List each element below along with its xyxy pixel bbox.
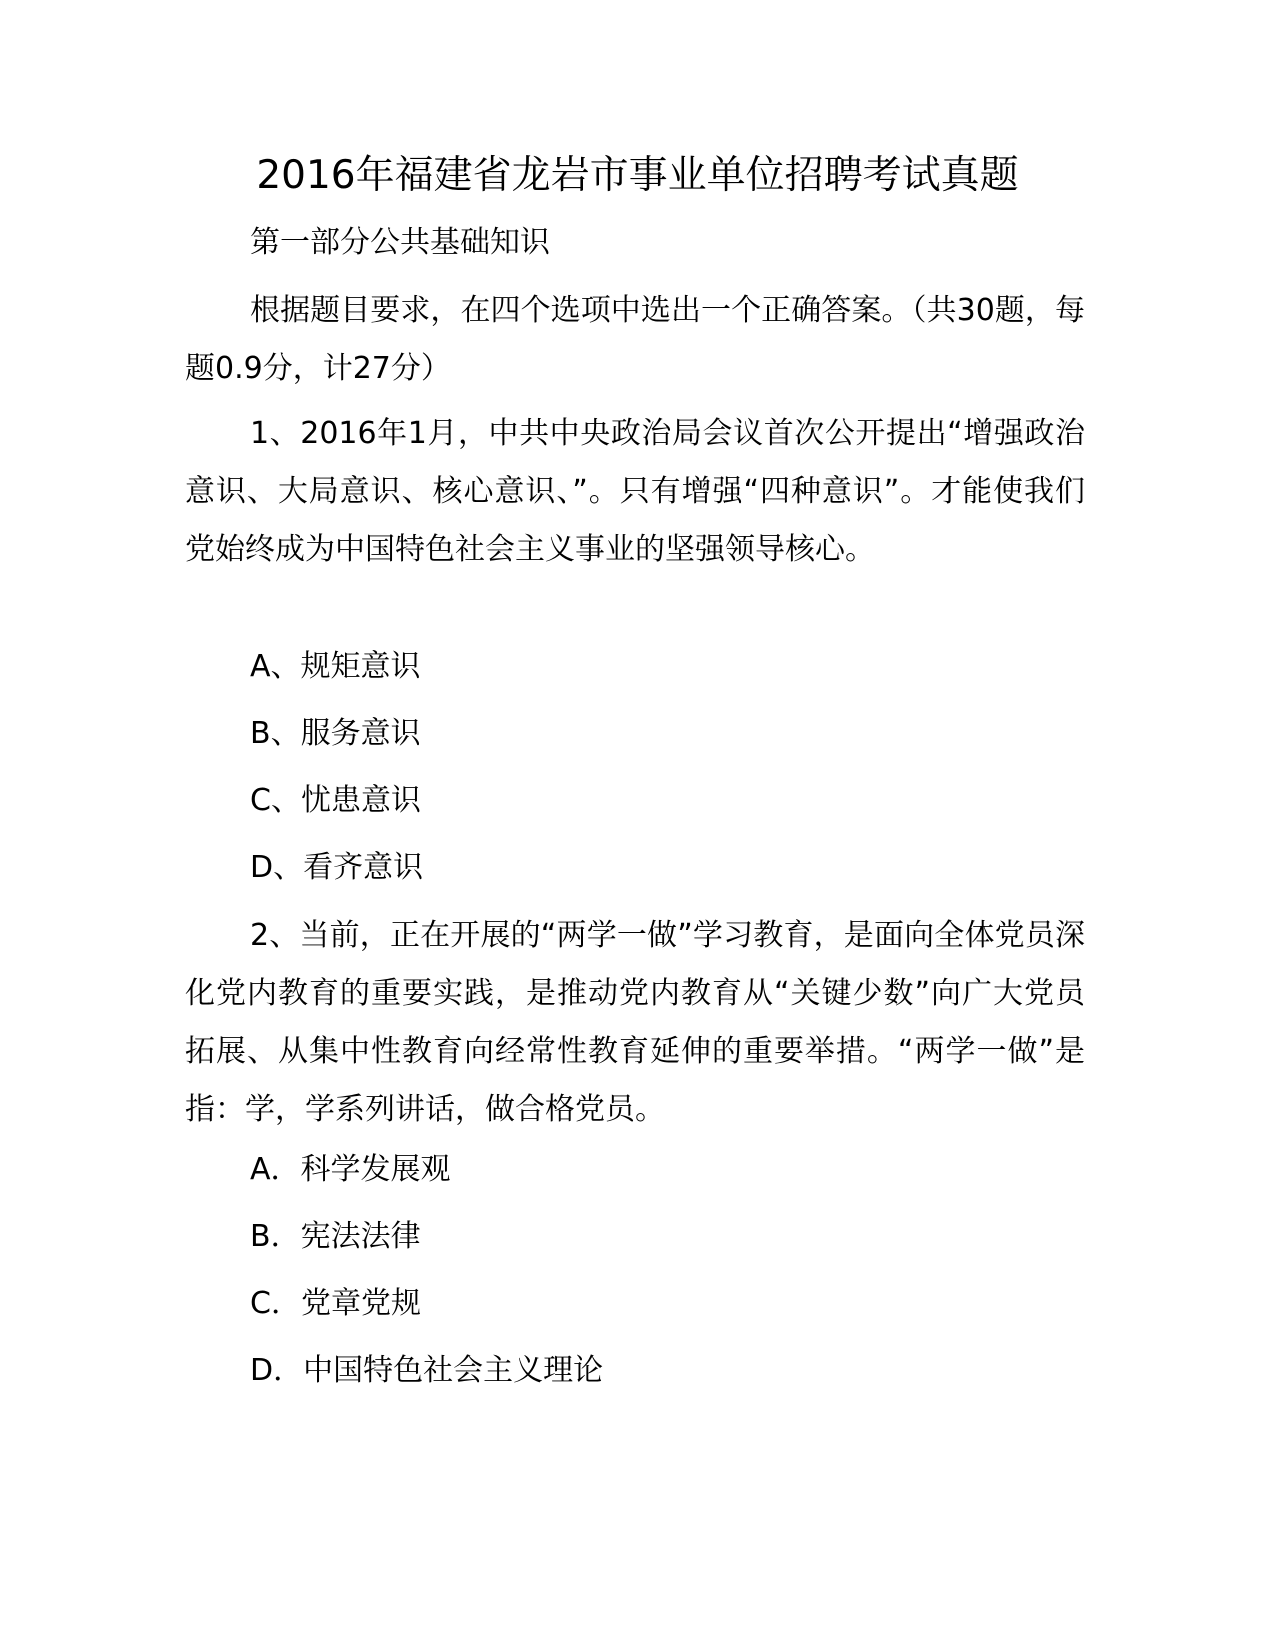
section-heading: 第一部分公共基础知识 — [250, 225, 550, 260]
question-2-option-c: C．党章党规 — [250, 1286, 421, 1321]
instructions-paragraph: 根据题目要求，在四个选项中选出一个正确答案。（共30题，每题0.9分，计27分） — [185, 293, 1085, 386]
question-2-option-a: A．科学发展观 — [250, 1152, 451, 1187]
question-1-option-b: B、服务意识 — [250, 716, 421, 751]
question-1-option-c: C、忧患意识 — [250, 783, 421, 818]
question-2-stem: 2、当前，正在开展的“两学一做”学习教育，是面向全体党员深化党内教育的重要实践，是推动党内教育从“关键少数”向广大党员拓展、从集中性教育向经常性教育延伸的重要举措。“两学一做”是指：学，学系列讲话，做合格党员。 — [185, 918, 1085, 1127]
document-title: 2016年福建省龙岩市事业单位招聘考试真题 — [256, 153, 1019, 198]
question-2-option-b: B．宪法法律 — [250, 1219, 421, 1254]
question-1-option-a: A、规矩意识 — [250, 649, 421, 684]
question-2-option-d: D．中国特色社会主义理论 — [250, 1353, 604, 1388]
question-1-option-d: D、看齐意识 — [250, 850, 424, 885]
question-1-stem: 1、2016年1月，中共中央政治局会议首次公开提出“增强政治意识、大局意识、核心意识、”。只有增强“四种意识”。才能使我们党始终成为中国特色社会主义事业的坚强领导核心。 — [185, 416, 1085, 567]
